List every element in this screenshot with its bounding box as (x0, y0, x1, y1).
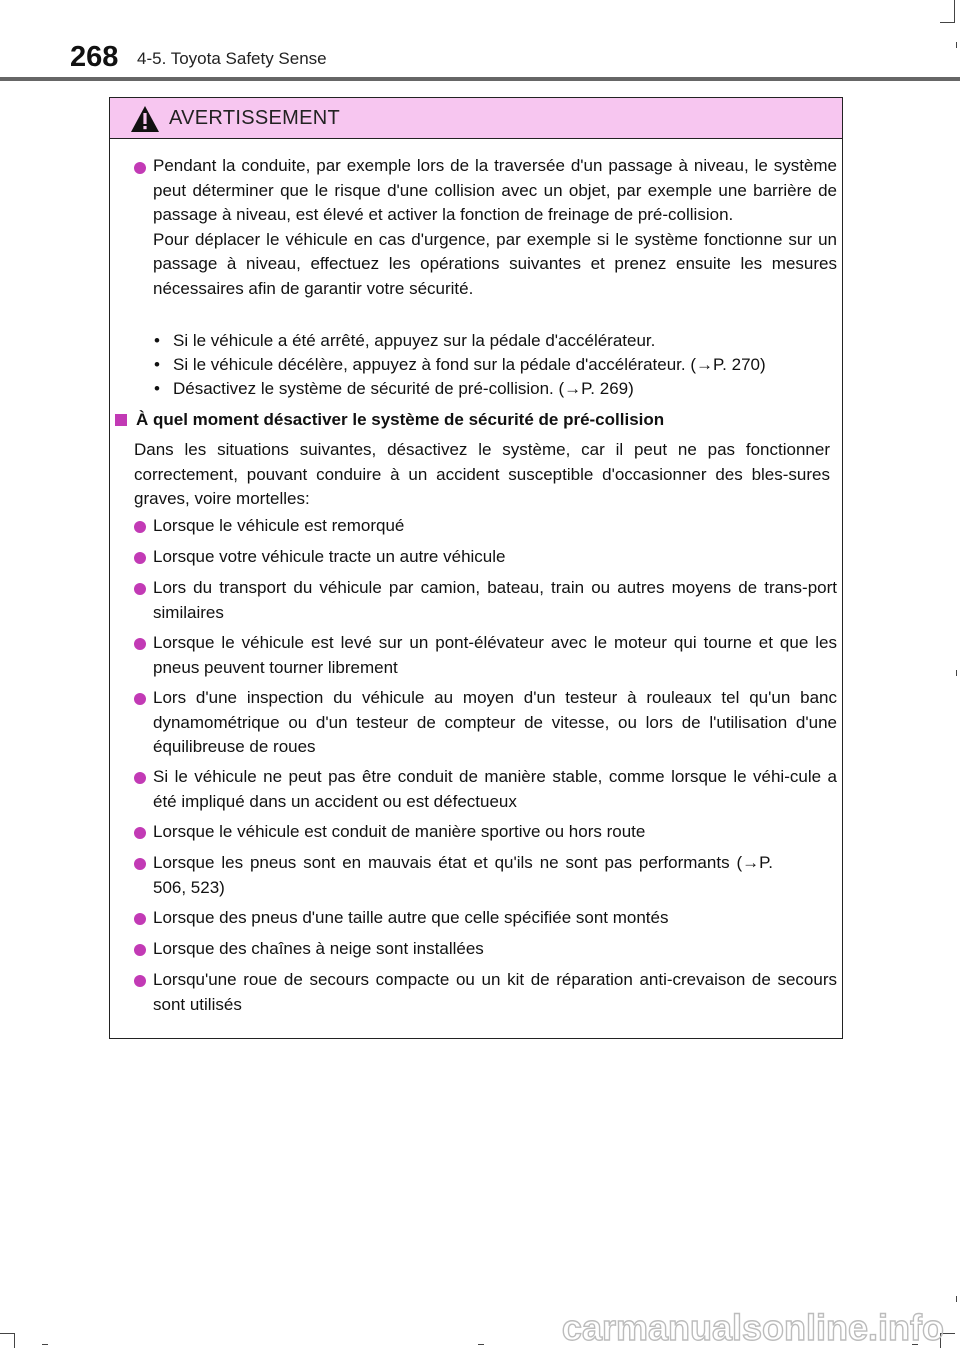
bullet-icon (134, 858, 146, 870)
sub-list-item: • Désactivez le système de sécurité de pré-collision. (→P. 269) (154, 377, 844, 401)
bullet-icon (134, 975, 146, 987)
list-item: Lorsque le véhicule est conduit de manière sportive ou hors route (153, 822, 646, 841)
list-item: Lorsque le véhicule est remorqué (153, 516, 405, 535)
bullet-icon (134, 162, 146, 174)
bullet-icon (134, 693, 146, 705)
list-item: Lorsque votre véhicule tracte un autre véhicule (153, 547, 506, 566)
crop-mark (956, 42, 957, 48)
list-item (153, 154, 837, 301)
crop-mark (956, 670, 957, 676)
bullet-icon (134, 827, 146, 839)
warning-box (109, 97, 843, 1039)
section-intro: Dans les situations suivantes, désactivez le système, car il peut ne pas fonctionner correctement, pouvant conduire à un accident susceptible d'occasionner des bles-sures graves, voire mortelles: (134, 440, 830, 508)
bullet-icon (134, 772, 146, 784)
crop-mark (956, 1296, 957, 1302)
section-heading: À quel moment désactiver le système de sécurité de pré-collision (136, 410, 665, 429)
crop-mark (42, 1344, 48, 1345)
watermark (548, 1306, 948, 1348)
bullet-icon (134, 944, 146, 956)
list-item: Lorsqu'une roue de secours compacte ou un kit de réparation anti-crevaison de secours sont utilisés (153, 970, 837, 1014)
list-item: Lorsque des pneus d'une taille autre que celle spécifiée sont montés (153, 908, 669, 927)
warning-triangle-icon (130, 105, 160, 133)
list-item: Lorsque les pneus sont en mauvais état et qu'ils ne sont pas performants (→P. 506, 523) (153, 853, 773, 897)
bullet-icon (134, 521, 146, 533)
warning-title: AVERTISSEMENT (169, 107, 340, 129)
sub-list (154, 329, 844, 401)
bullet-icon (134, 552, 146, 564)
header-rule (0, 77, 960, 81)
crop-mark (14, 1333, 15, 1348)
crop-mark (0, 1333, 14, 1334)
bullet-icon (134, 583, 146, 595)
watermark-text: carmanualsonline.info (561, 1307, 944, 1348)
paragraph: Pour déplacer le véhicule en cas d'urgence, par exemple si le système fonctionne sur un passage à niveau, effectuez les opérations suivantes et prenez ensuite les mesures nécessaires afin de garantir votre sécurité. (153, 229, 837, 298)
section-title: 4-5. Toyota Safety Sense (137, 49, 327, 68)
crop-mark (954, 0, 955, 22)
list-item: Lors d'une inspection du véhicule au moyen d'un testeur à rouleaux tel qu'un banc dynamométrique ou d'un testeur de compteur de vitesse, ou lors de l'utilisation d'une équilibreuse de roues (153, 688, 837, 756)
crop-mark (478, 1344, 484, 1345)
list-item: Si le véhicule ne peut pas être conduit de manière stable, comme lorsque le véhi-cule a été impliqué dans un accident ou est défectueux (153, 767, 837, 811)
warning-header (110, 98, 842, 139)
list-item: Lors du transport du véhicule par camion, bateau, train ou autres moyens de trans-port similaires (153, 578, 837, 622)
bullet-icon (134, 913, 146, 925)
crop-mark (940, 22, 955, 23)
list-item: Lorsque le véhicule est levé sur un pont-élévateur avec le moteur qui tourne et que les pneus peuvent tourner librement (153, 633, 837, 677)
list-item: Lorsque des chaînes à neige sont installées (153, 939, 484, 958)
bullet-icon (134, 638, 146, 650)
paragraph: Pendant la conduite, par exemple lors de la traversée d'un passage à niveau, le système peut déterminer que le risque d'une collision avec un objet, par exemple une barrière de passage à niveau, est élevé et activer la fonction de freinage de pré-collision. (153, 156, 837, 224)
sub-list-item: • Si le véhicule a été arrêté, appuyez sur la pédale d'accélérateur. (154, 329, 844, 353)
square-bullet-icon (115, 414, 127, 426)
page-number: 268 (70, 41, 119, 73)
sub-list-item: • Si le véhicule décélère, appuyez à fond sur la pédale d'accélérateur. (→P. 270) (154, 353, 844, 377)
